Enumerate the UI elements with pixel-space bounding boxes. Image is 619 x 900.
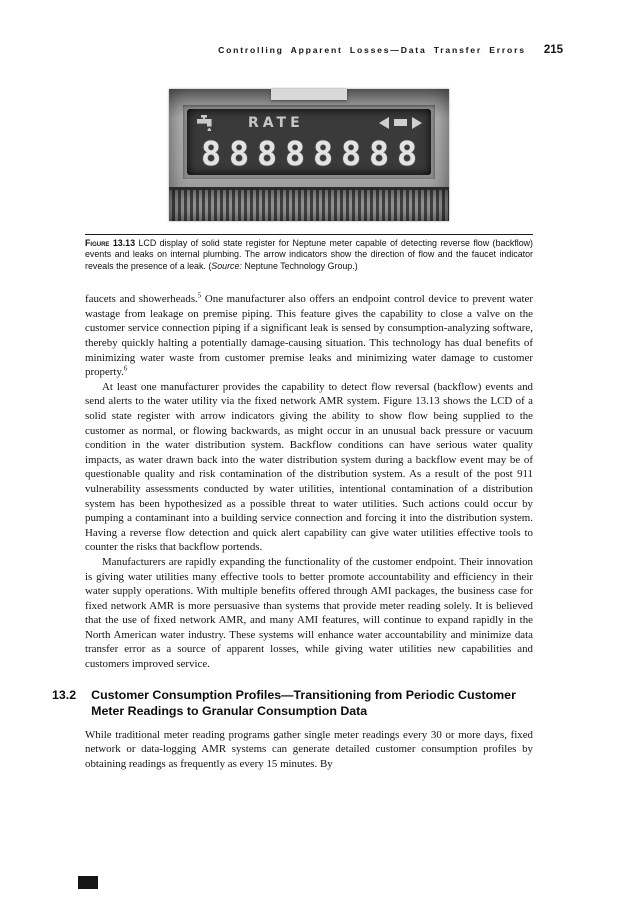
- meter-grille: [169, 187, 449, 221]
- lcd-digit: 8: [229, 134, 249, 173]
- figure-caption-text: LCD display of solid state register for Neptune meter capable of detecting reverse flow (backflow) events and leaks on internal plumbing. The arrow indicators show the direction of flow and the faucet indicator reveals the presence of a leak. (: [85, 238, 533, 271]
- section-heading: [52, 687, 533, 720]
- caption-rule: [85, 234, 533, 235]
- body-paragraph: At least one manufacturer provides the capability to detect flow reversal (backflow) events and send alerts to the water utility via the fixed network AMR system. Figure 13.13 shows the LCD of a solid state register with arrow indicators giving the ability to show flow being supplied to the customer as normal, or flowing backwards, as might occur in an unusual back pressure or vacuum condition in the water distribution system. Backflow conditions can have serious water quality impacts, as water drawn back into the water distribution system during a backflow event may be of questionable quality and risk contamination of the distribution system. As a result of the post 911 vulnerability assessments conducted by water utilities, intentional contamination of a distribution system has been hypothesized as a possible threat to water utilities. Such actions could occur by pumping a contaminant into a building service connection and forcing it into the distribution system. Having a reverse flow detection and quick alert capability can give water utilities effective tools to counter the risks that backflow portends.: [85, 380, 533, 554]
- forward-flow-arrow-icon: [412, 117, 422, 129]
- lcd-digits-row: [196, 134, 422, 173]
- lcd-digit: 8: [257, 134, 277, 173]
- body-paragraph: While traditional meter reading programs gather single meter readings every 30 or more days, fixed network or data-logging AMR systems can generate detailed customer consumption profiles by obtaining readings as frequently as every 15 minutes. By: [85, 728, 533, 771]
- figure-caption-source-label: Source:: [211, 260, 242, 271]
- meter-top-tab: [271, 89, 347, 100]
- lcd-digit: 8: [397, 134, 417, 173]
- section-number: 13.2: [52, 687, 77, 702]
- lcd-digit: 8: [285, 134, 305, 173]
- flow-direction-indicators: [379, 117, 422, 129]
- lcd-digit: 8: [201, 134, 221, 173]
- body-text: [85, 292, 533, 671]
- text-block: [52, 89, 533, 772]
- lcd-display: [187, 109, 431, 175]
- meter-photo: [169, 89, 449, 221]
- lcd-rate-label: RATE: [248, 114, 304, 131]
- figure-13-13: [85, 89, 533, 272]
- footnote-marker: 5: [197, 291, 202, 300]
- lcd-window-frame: [183, 105, 435, 179]
- scan-artifact-mark: [78, 876, 98, 889]
- figure-caption-label: Figure 13.13: [85, 238, 136, 248]
- running-head-title: Controlling Apparent Losses—Data Transfer Errors: [218, 45, 526, 55]
- lcd-digit: 8: [341, 134, 361, 173]
- lcd-digit: 8: [369, 134, 389, 173]
- no-flow-bar-icon: [394, 119, 407, 126]
- page-header: [85, 44, 563, 56]
- lcd-digit: 8: [313, 134, 333, 173]
- body-paragraph: Manufacturers are rapidly expanding the functionality of the customer endpoint. Their innovation is giving water utilities many effective tools to better promote accountability and efficiency in their water supply operations. With multiple benefits offered through AMI packages, the business case for fixed network AMR is more persuasive than systems that provide meter reading solely. It is believed that the use of fixed network AMR, and many AMI features, will continue to expand rapidly in the North American water industry. These systems will enhance water accountability and minimize data transfer error as a source of apparent losses, while giving water utilities new capabilities and customers improved service.: [85, 555, 533, 671]
- page-number: 215: [543, 44, 563, 56]
- body-paragraph: [85, 292, 533, 380]
- faucet-leak-icon: [196, 115, 216, 131]
- footnote-marker: 6: [123, 364, 128, 373]
- section-title: Customer Consumption Profiles—Transitioning from Periodic Customer Meter Readings to Granular Consumption Data: [91, 687, 516, 719]
- figure-caption: [85, 238, 533, 272]
- reverse-flow-arrow-icon: [379, 117, 389, 129]
- section-body: [85, 728, 533, 772]
- figure-caption-source-text: Neptune Technology Group.): [241, 260, 358, 271]
- lcd-indicator-row: [196, 114, 422, 131]
- paragraph-text: faucets and showerheads.: [85, 293, 198, 306]
- paragraph-text: One manufacturer also offers an endpoint control device to prevent water wastage from leakage on premise piping. This feature gives the capability to close a valve on the customer service connection piping if a significant leak is sensed by consumption-analyzing software, thereby quickly halting a potentially damage-causing situation. This technology has dual benefits of minimizing water waste from customer premise leaks and minimizing water damage to customer property.: [85, 293, 533, 379]
